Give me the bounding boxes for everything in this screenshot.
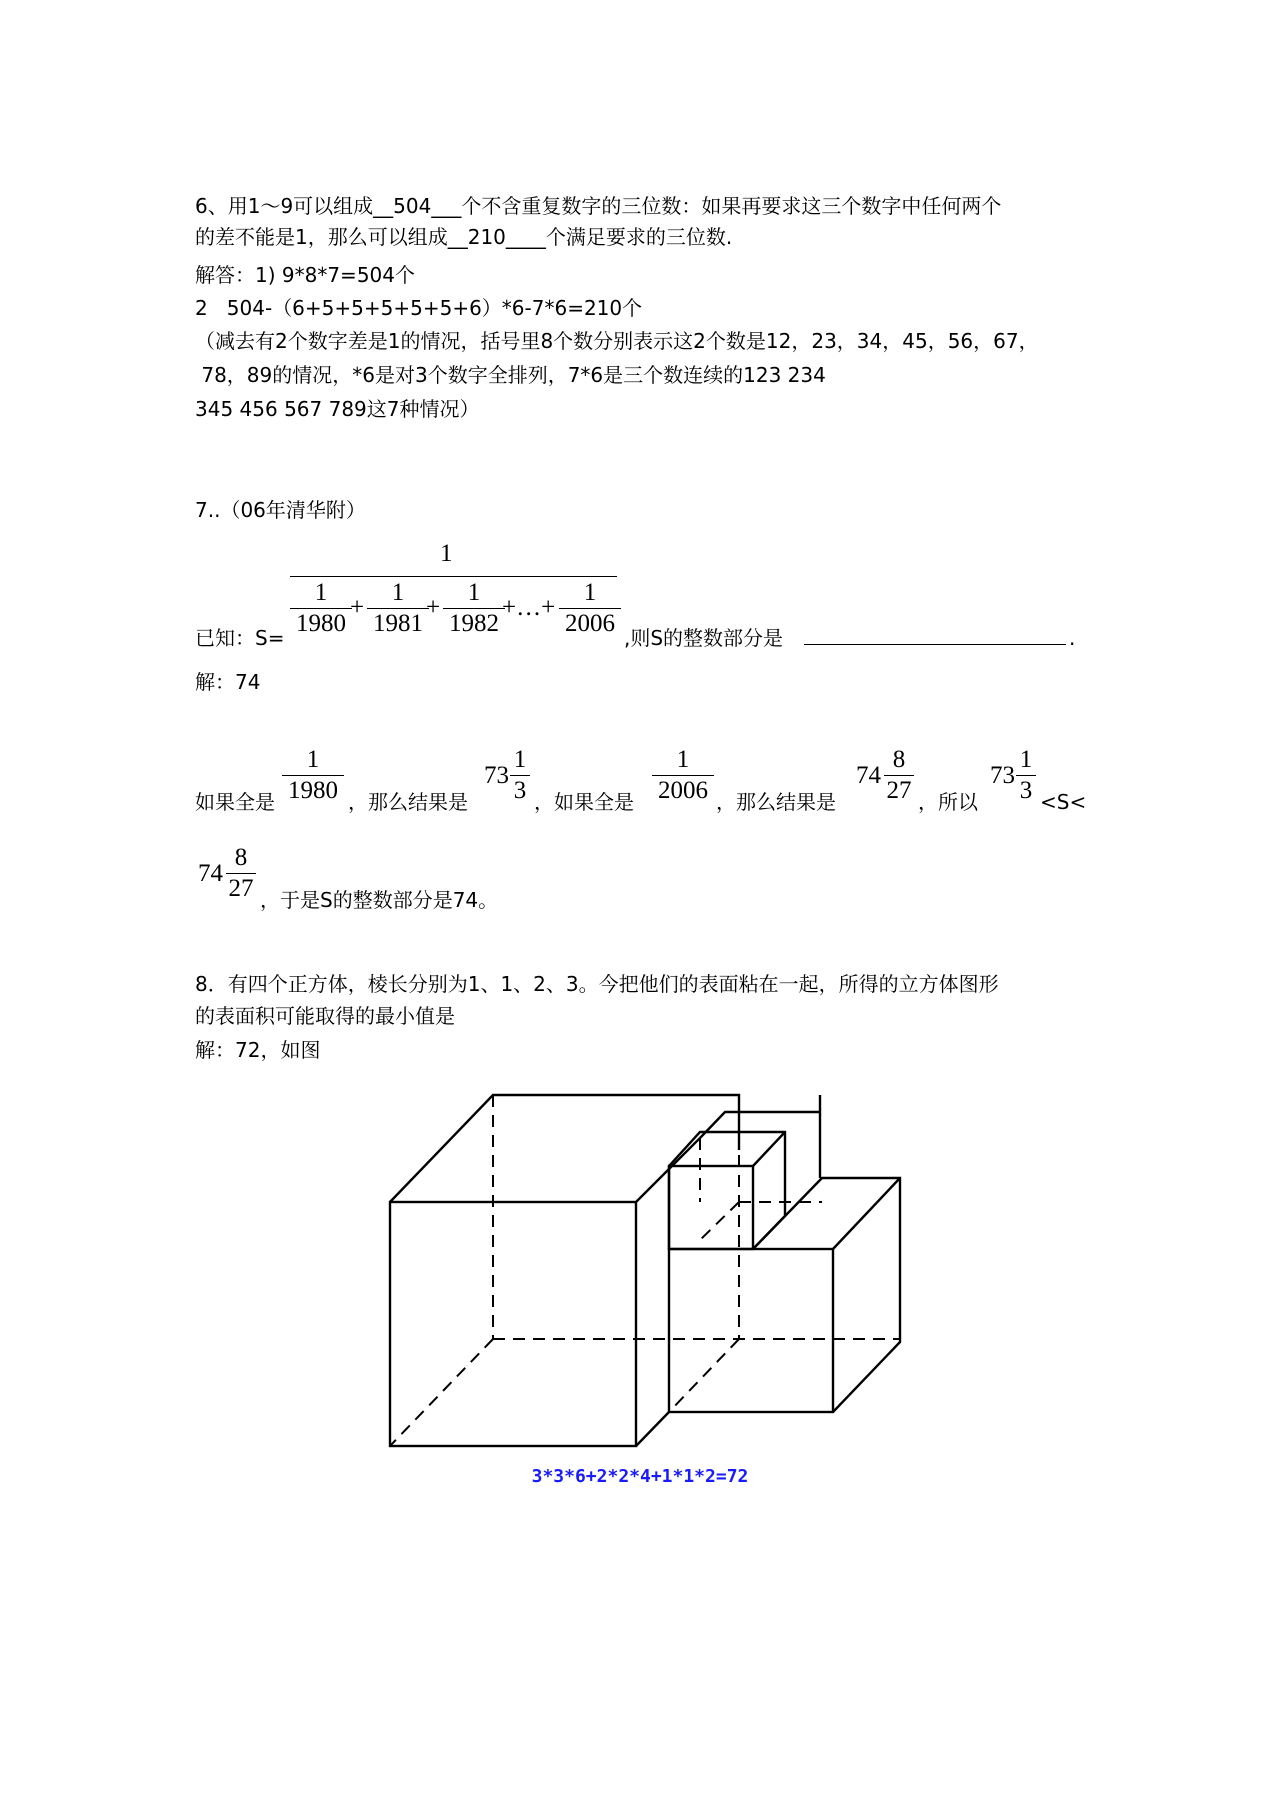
q8-formula: 3*3*6+2*2*4+1*1*2=72 — [531, 1466, 749, 1487]
q7-tail: ,则S的整数部分是 — [624, 626, 784, 650]
small-cube-top-diagonal — [753, 1132, 785, 1166]
q8-line2: 的表面积可能取得的最小值是 — [195, 1004, 455, 1028]
q7-exp-mixed2-num: 8 — [892, 746, 906, 773]
q7-term-1980-den: 1980 — [296, 610, 346, 637]
q7-plus-1: + — [350, 594, 365, 621]
q7-period: . — [1069, 626, 1076, 650]
q7-exp-mixed1-whole: 73 — [484, 762, 509, 789]
big-cube-front-face — [390, 1202, 636, 1446]
big-cube-bottom-right-edge — [636, 1412, 669, 1446]
q7-exp-p4: ，那么结果是 — [716, 790, 836, 814]
q7-term-1982-num: 1 — [467, 579, 481, 606]
q7-term-1982-den: 1982 — [449, 610, 499, 637]
q8-line1: 8．有四个正方体，棱长分别为1、1、2、3。今把他们的表面粘在一起，所得的立方体图形 — [195, 972, 999, 996]
q7-known-label: 已知：S= — [195, 626, 285, 650]
q7-solution: 解：74 — [195, 670, 261, 694]
q6-line2: 的差不能是1，那么可以组成__210____个满足要求的三位数. — [195, 225, 733, 249]
q7-term-1981-num: 1 — [391, 579, 405, 606]
q7-top-numerator: 1 — [440, 540, 453, 567]
q7-plus-2: + — [426, 594, 441, 621]
q7-ellipsis: +…+ — [502, 594, 556, 621]
q7-exp-mixed3-den: 3 — [1019, 777, 1033, 804]
q6-answer1: 解答：1) 9*8*7=504个 — [195, 263, 415, 287]
small-cube-front-face — [669, 1166, 753, 1249]
q7-exp-p1: 如果全是 — [195, 790, 275, 814]
q7-exp-frac-2006-den: 2006 — [658, 777, 708, 804]
q7-exp-mixed4-whole: 74 — [198, 860, 223, 887]
q7-exp-mixed1-num: 1 — [513, 746, 527, 773]
q7-exp-frac-1980-den: 1980 — [288, 777, 338, 804]
q7-exp-p3: ，如果全是 — [534, 790, 634, 814]
q8-solution: 解：72，如图 — [195, 1038, 321, 1062]
q6-note3: 345 456 567 789这7种情况） — [195, 397, 480, 421]
q7-term-2006-den: 2006 — [565, 610, 615, 637]
q7-exp-mixed2-den: 27 — [886, 777, 912, 804]
q6-line1: 6、用1～9可以组成__504___个不含重复数字的三位数：如果再要求这三个数字中任何两个 — [195, 194, 1002, 218]
q7-exp-mixed1-den: 3 — [513, 777, 527, 804]
q7-exp-mixed3-whole: 73 — [990, 762, 1015, 789]
q7-exp-mixed2-whole: 74 — [856, 762, 881, 789]
q7-term-2006-num: 1 — [583, 579, 597, 606]
q7-exp-frac-2006-num: 1 — [676, 746, 690, 773]
q7-exp-mixed4-num: 8 — [234, 844, 248, 871]
q6-answer2: 2 504-（6+5+5+5+5+5+6）*6-7*6=210个 — [195, 296, 643, 320]
medium-cube-top-diagonal — [833, 1178, 900, 1249]
q7-exp-p5: ，所以 — [918, 790, 978, 814]
q6-note2: 78，89的情况，*6是对3个数字全排列，7*6是三个数连续的123 234 — [195, 363, 826, 387]
q7-exp-frac-1980-num: 1 — [306, 746, 320, 773]
back-cube-top-edges — [700, 1112, 820, 1138]
q7-exp-mixed3-num: 1 — [1019, 746, 1033, 773]
q7-term-1980-num: 1 — [314, 579, 328, 606]
big-cube-hidden-diagonal — [390, 1339, 493, 1446]
q7-exp-p2: ，那么结果是 — [348, 790, 468, 814]
q7-term-1981-den: 1981 — [373, 610, 423, 637]
q7-exp-p7: ，于是S的整数部分是74。 — [260, 888, 499, 912]
q7-exp-p6: <S< — [1040, 790, 1087, 814]
q7-title: 7..（06年清华附） — [195, 498, 366, 522]
medium-cube-top-right-edges — [753, 1178, 900, 1412]
q6-note1: （减去有2个数字差是1的情况，括号里8个数分别表示这2个数是12，23，34，45，56，67， — [195, 329, 1039, 353]
q7-exp-mixed4-den: 27 — [228, 875, 254, 902]
medium-hidden-diagonal — [669, 1339, 739, 1412]
small-hidden-diagonal — [700, 1202, 739, 1240]
big-cube-top-edges — [390, 1095, 739, 1202]
